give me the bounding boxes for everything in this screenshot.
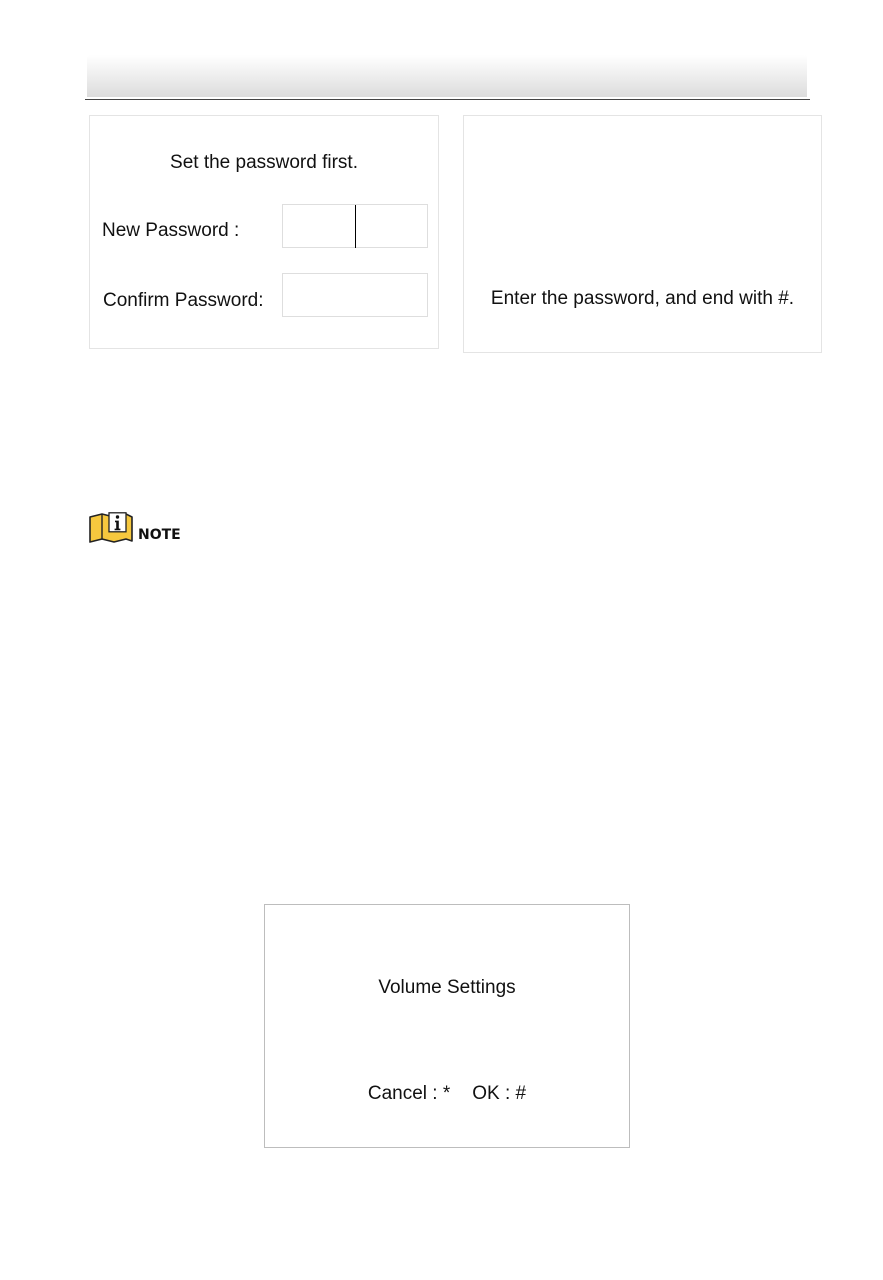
volume-actions xyxy=(265,1083,629,1105)
enter-password-screen xyxy=(463,115,822,353)
header-bar xyxy=(87,55,807,97)
set-password-title: Set the password first. xyxy=(170,152,358,173)
ok-hint: OK : # xyxy=(472,1083,527,1104)
set-password-screen xyxy=(89,115,439,349)
confirm-password-field[interactable] xyxy=(282,273,428,317)
text-cursor xyxy=(355,205,356,248)
cancel-hint: Cancel : * xyxy=(367,1083,451,1104)
new-password-field[interactable] xyxy=(282,204,428,248)
header-divider xyxy=(85,99,810,100)
new-password-label: New Password : xyxy=(102,220,240,241)
enter-password-hint: Enter the password, and end with #. xyxy=(490,288,795,309)
volume-settings-screen xyxy=(264,904,630,1148)
note-callout xyxy=(88,512,181,544)
confirm-password-label: Confirm Password: xyxy=(103,290,264,311)
note-info-icon xyxy=(88,512,134,544)
volume-settings-title: Volume Settings xyxy=(378,977,516,998)
note-label: NOTE xyxy=(138,527,181,543)
